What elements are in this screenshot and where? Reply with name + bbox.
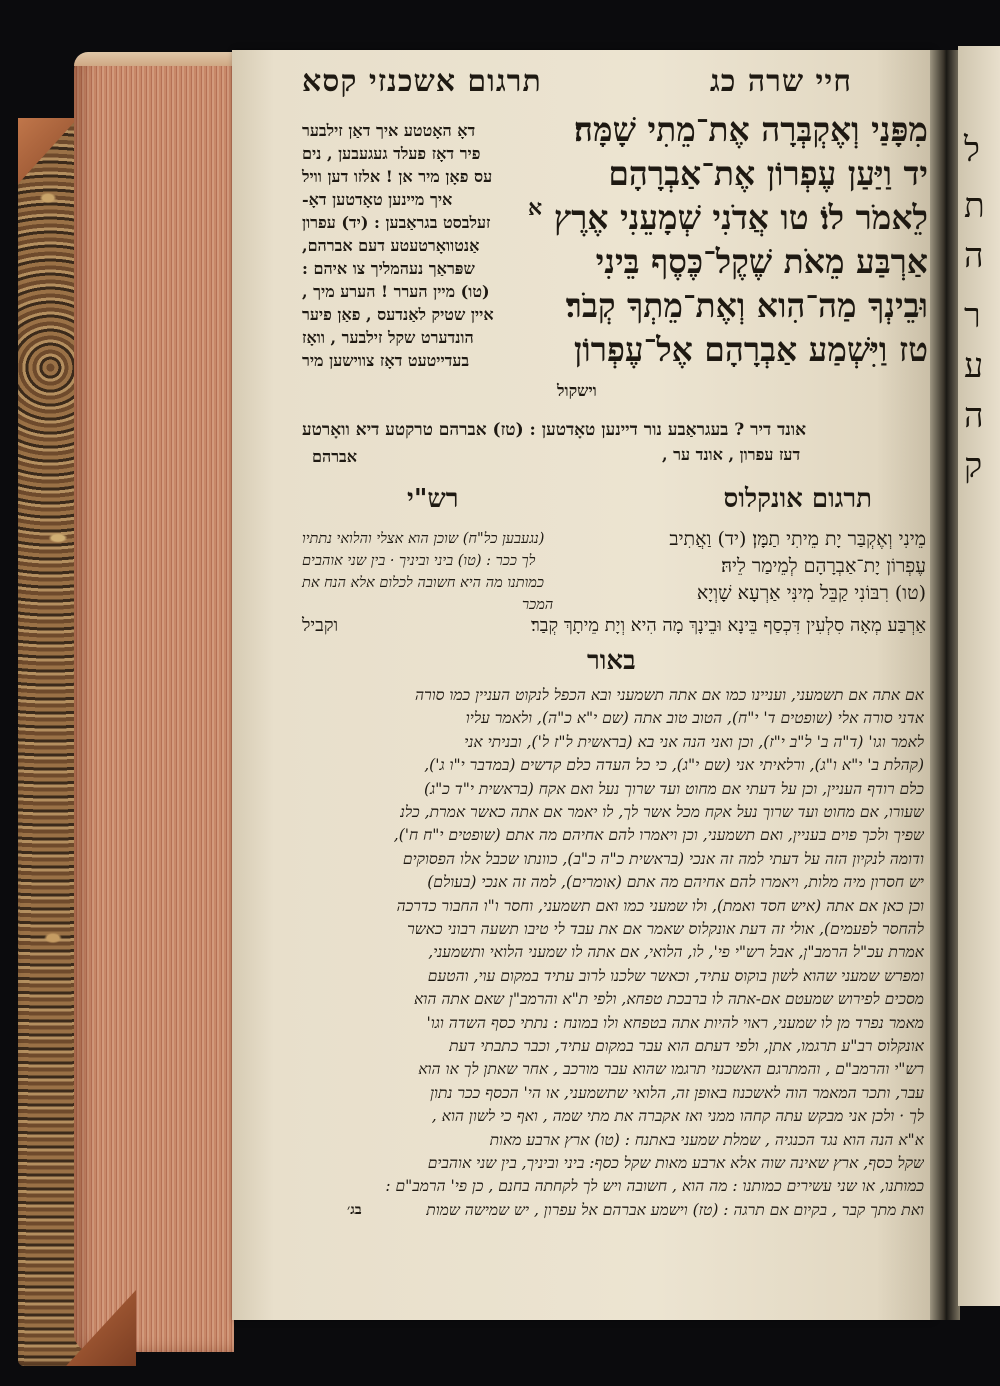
page-fore-edge	[74, 52, 234, 1352]
verse-line: טז וַיִּשְׁמַע אַבְרָהָם אֶל־עֶפְרוֹן	[573, 330, 928, 369]
rashi-line: לך ככר : (טו) ביני וביניך · בין שני אוהבים	[302, 553, 536, 569]
onkelos-line: עֶפְרוֹן יָת־אַבְרָהָם לְמֵימַר לֵיהּ׃	[721, 555, 926, 577]
rashi-line: המכר	[522, 597, 554, 613]
onkelos-title: תרגום אונקלוס	[723, 484, 872, 514]
yiddish-line: הונדערט שקל זילבער , וואָז	[302, 328, 474, 347]
biur-line: ואת מתך קבר , בקיום אם תרגה : (טז) וישמע אברהם אל עפרון , יש שמישה שמות	[426, 1200, 924, 1219]
verse-line: מִפָּנַי וְאֶקְבְּרָה אֶת־מֵתִי שָׁמָּה׃	[574, 110, 928, 149]
biur-line: אונקלוס רב"ע תרגמו, אתן, ולפי דעתם הוא עבר במקום עתיד, וכבר כתבתי דעת	[449, 1037, 924, 1055]
biur-line: לך · ולכן אני מבקש עתה קחהו ממני ואז אקברה את מתי שמה , ואף כי לשון הוא ,	[431, 1107, 924, 1126]
rashi-line: (נגעבען כל"ח) שוכן הוא אצלי והלואי נתתיו	[302, 531, 545, 547]
yiddish-line: עס פאָן מיר אן ! אלזו דען וויל	[302, 167, 493, 186]
facing-page-text: ת	[964, 186, 985, 226]
page-header-parasha: חיי שרה כג	[709, 64, 852, 99]
verse-end-word: וישקול	[557, 381, 597, 400]
biur-line: ודומה לנקיון הזה על דעתי למה זה אנכי (בראשית כ"ה כ"ב), כוונתו שכבל אלו הפסוקים	[402, 849, 924, 868]
rashi-line: כמותנו מה היא חשובה לכלום אלא הנח את	[302, 575, 544, 591]
biur-line: מסכים לפירוש שמעטם אם-אתה לו ברבכת טפחא, ולפי ת"א והרמב"ן שאם אתה הוא	[414, 990, 924, 1009]
book-gutter	[930, 50, 960, 1320]
verse-line: וּבֵינְךָ מַה־הִוא וְאֶת־מֵתְךָ קְבֹר׃	[565, 286, 928, 325]
marginal-letter: א	[528, 195, 543, 221]
onkelos-end-word: וקביל	[302, 615, 339, 636]
signature-mark: בג׳	[347, 1202, 362, 1218]
page-header-targum: תרגום אשכנזי קסא	[302, 64, 542, 99]
onkelos-line: (טו) רִבּוֹנִי קַבֵּל מִינִּי אַרְעָא שָׁוְיָא	[696, 582, 926, 604]
facing-page-text: ק	[964, 446, 983, 486]
verse-line: אַרְבַּע מֵאֹת שֶׁקֶל־כֶּסֶף בֵּינִי	[595, 242, 928, 281]
yiddish-line: זעלבסט בגראַבען : (יד) עפרון	[302, 213, 491, 232]
yiddish-continuation: אברהם	[312, 447, 358, 466]
onkelos-line: מֵינִי וְאֶקְבַּר יָת מֵיתִי תַמָּן׃ (יד) וַאֲתִיב	[669, 528, 926, 550]
biur-line: (קהלת ב' י"א ו"ג), ורלאיתי אני (שם י"ג), כי כל העדה כלם קדשים (במדבר י"ו ג'),	[424, 756, 924, 775]
facing-page-text: ה	[964, 396, 984, 436]
verse-line: לֵאמֹר לוֹ׃ טו אֲדֹנִי שְׁמָעֵנִי אֶרֶץ	[553, 198, 928, 237]
biur-line: וכן כאן אם אתה (איש חסד ואמת), ולו שמעני כמו ואם תשמעני, וחסר ו"ו החבור כדרכה	[396, 896, 924, 915]
yiddish-line: איך מיינען טאָדטען דאָ-	[302, 190, 453, 209]
biur-line: אדני סורה אלי (שופטים ד' י"ח), הטוב טוב אתה (שם י"א כ"ה), ולאמר עליו	[465, 709, 924, 728]
biur-line: שפיך ולכך פוים בעניין, ואם תשמעני, וכן ויאמרו להם אחיהם מה אתם (שופטים י"ח ח'),	[393, 826, 924, 845]
yiddish-line: איין שטיק לאַנדעס , פאַן פיער	[302, 305, 494, 324]
yiddish-line: אַנטוואָרטעטע דעם אברהם,	[302, 236, 480, 255]
biur-line: אמרת עכ"ל הרמב"ן, אבל רש"י פי', לו, הלואי, אם אתה לו שמעני הלואי ותשמעני,	[428, 943, 924, 962]
onkelos-line: אַרְבַּע מְאָה סִלְעִין דִּכְסַף בֵּינָא וּבֵינָךְ מָה הִיא וְיָת מֵיתָךְ קְבַר׃	[530, 615, 926, 636]
biur-line: אם אתה אם תשמעני, ועניינו כמו אם אתה תשמעני ובא הכפל לנקוט העניין כמו סורה	[415, 686, 924, 704]
verse-line: יד וַיַּעַן עֶפְרוֹן אֶת־אַבְרָהָם	[608, 154, 928, 193]
biur-line: שקל כסף, ארץ שאינה שוה אלא ארבע מאות שקל כסף: ביני וביניך, בין שני אוהבים	[427, 1154, 924, 1172]
rashi-title: רש"י	[407, 484, 459, 514]
biur-line: ומפרש שמעני שהוא לשון בוקוס עתיד, וכאשר שלכנו לרוב עתיד במקום עוי, והטעם	[427, 966, 924, 985]
biur-line: שעורו, אם מחוט ועד שרוך נעל אקח מכל אשר לך, לו יאמר אם אתה כאשר אמרת, כלנ	[399, 803, 924, 821]
facing-page-text: ע	[964, 346, 984, 386]
biur-line: כלם רודף העניין, וכן על דעתי אם מחוט ועד שרוך נעל ואם אקח (בראשית י"ד כ"ג)	[423, 779, 924, 798]
yiddish-continuation: אונד דיר ? בעגראַבע נור דיינען טאָדטען : (טז) אברהם טרקטע דיא וואָרטע	[302, 420, 807, 440]
biur-line: לאמר וגו' (ד"ה ב' ל"ב י"ז), וכן ואני הנה אני בא (בראשית ל"ז ל'), ובניתי אני	[464, 732, 924, 751]
biur-title: באור	[587, 646, 636, 676]
biur-line: מאמר נפרד מן לו שמעני, ראוי להיות אתה בטפחא ולו במונח : נתתי כסף השדה וגו'	[426, 1013, 924, 1032]
yiddish-line: דאָ האָטטע איך דאַן זילבער	[302, 121, 476, 140]
yiddish-line: שפּראַך נעהמליך צו איהם :	[302, 259, 475, 278]
book-page	[232, 50, 932, 1320]
biur-line: יש חסרון מיה מלות, ויאמרו להם אחיהם מה אתם (אומרים), למה זה אנכי (בעולם)	[427, 873, 924, 892]
yiddish-line: (טו) מיין הערר ! הערע מיך ,	[302, 282, 490, 301]
facing-page-text: ל	[964, 130, 980, 170]
facing-page-text: ה	[964, 236, 984, 276]
facing-page-text: ר	[964, 296, 981, 336]
biur-line: א"א הנה הוא נגד הכנגיה , שמלת שמעני באתנח : (טו) ארץ ארבע מאות	[489, 1130, 924, 1149]
yiddish-line: פיר דאָז פעלד געגעבען , נים	[302, 144, 481, 163]
biur-line: עבר, ותכר המאמר הוה לאשכנוז באופן זה, הלואי שתשמעני, או הי' הכסף ככר נתון	[430, 1083, 924, 1102]
biur-line: כמותנו, או שני עשירים כמותנו : מה הוא , חשובה ויש לך לקחתה בחנם , כן פי' הרמב"ם :	[385, 1177, 924, 1196]
biur-line: להחסר לפעמים), אולי זה דעת אונקלוס שאמר אם את עבד לי טיבו תשעה רבוני כאשר	[407, 920, 924, 938]
biur-line: רש"י והרמב"ם , והמתרגם האשכנזי תרגמו שהוא עבר מורכב , אחר שאתן לך או הוא	[418, 1060, 924, 1079]
facing-page-sliver	[958, 46, 1000, 1306]
yiddish-continuation: דעז עפרון , אונד ער ,	[662, 445, 801, 464]
yiddish-line: בעדייטעט דאָז צווישען מיר	[302, 351, 470, 370]
